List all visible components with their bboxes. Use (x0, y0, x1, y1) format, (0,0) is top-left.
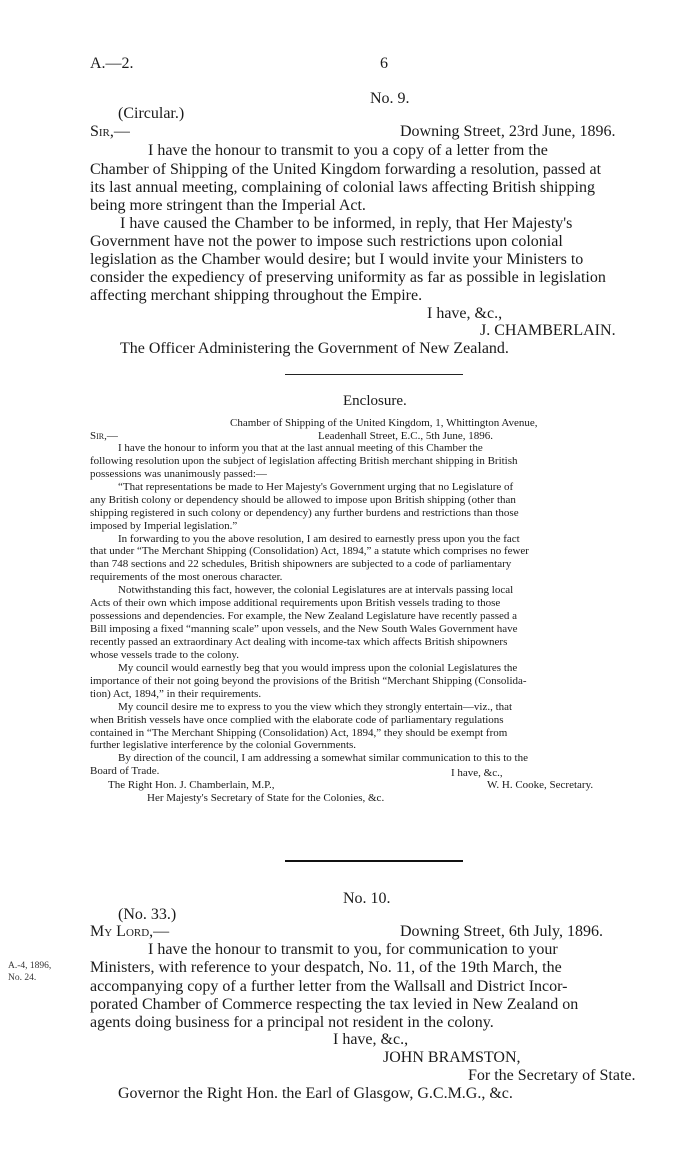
no10-salutation: My Lord,— (90, 923, 170, 940)
enclosure-line: Bill imposing a fixed “manning scale” upon vessels, and the New South Wales Government have (90, 623, 518, 635)
enclosure-line: Acts of their own which impose additional requirements upon British vessels trading to those (90, 597, 501, 610)
no9-p1-line2: Chamber of Shipping of the United Kingdom forwarding a resolution, passed at (90, 161, 602, 178)
enclosure-line: shipping registered in such colony or dependency) any further burdens and restrictions than those (90, 506, 519, 519)
enclosure-signature: W. H. Cooke, Secretary. (487, 779, 594, 791)
enclosure-line: when British vessels have once complied with the elaborate code of parliamentary regulations (90, 713, 504, 726)
no9-p1-line1: I have the honour to transmit to you a copy of a letter from the (148, 142, 548, 159)
enclosure-line: any British colony or dependency should be allowed to impose upon British shipping (other than (90, 493, 516, 506)
enclosure-address-line1: Chamber of Shipping of the United Kingdom, 1, Whittington Avenue, (230, 417, 538, 429)
divider-thick (285, 860, 463, 862)
no9-closing: I have, &c., (427, 305, 503, 322)
enclosure-line: In forwarding to you the above resolution, I am desired to earnestly press upon you the fact (118, 532, 520, 545)
enclosure-line: My council desire me to express to you the view which they strongly entertain—viz., that (118, 700, 513, 713)
enclosure-line: that under “The Merchant Shipping (Consolidation) Act, 1894,” a statute which comprises no fewer (90, 545, 529, 558)
no9-signature: J. CHAMBERLAIN. (480, 322, 616, 339)
no9-p2-line5: affecting merchant shipping throughout the Empire. (90, 287, 423, 304)
enclosure-line: My council would earnestly beg that you would impress upon the colonial Legislatures the (118, 661, 518, 674)
enclosure-line: following resolution upon the subject of legislation affecting British merchant shipping in British (90, 454, 518, 467)
no10-heading: No. 10. (343, 890, 391, 907)
no9-p2-line3: legislation as the Chamber would desire; but I would invite your Ministers to (90, 251, 584, 268)
enclosure-line: possessions was unanimously passed:— (90, 467, 267, 480)
no10-line5: agents doing business for a principal not resident in the colony. (90, 1014, 494, 1031)
no9-p2-line1: I have caused the Chamber to be informed, in reply, that Her Majesty's (120, 215, 573, 232)
no10-addressee: Governor the Right Hon. the Earl of Glasgow, G.C.M.G., &c. (118, 1085, 513, 1102)
enclosure-line: further legislative interference by the colonial Governments. (90, 739, 357, 752)
no10-line4: porated Chamber of Commerce respecting the tax levied in New Zealand on (90, 996, 579, 1013)
enclosure-address-line2: Leadenhall Street, E.C., 5th June, 1896. (318, 430, 494, 442)
enclosure-addressee-line1: The Right Hon. J. Chamberlain, M.P., (108, 779, 275, 791)
enclosure-line: Board of Trade. (90, 765, 160, 778)
margin-note-line2: No. 24. (8, 973, 37, 983)
no9-place-date: Downing Street, 23rd June, 1896. (400, 123, 616, 140)
no9-p2-line4: consider the expediency of preserving uniformity as far as possible in legislation (90, 269, 606, 286)
enclosure-line: than 748 sections and 22 schedules, British shipowners are subjected to a code of parliamentary (90, 558, 512, 571)
enclosure-salutation: Sir,— (90, 430, 118, 442)
enclosure-line: importance of their not going beyond the provisions of the British “Merchant Shipping (Consolida- (90, 674, 527, 687)
enclosure-line: imposed by Imperial legislation.” (90, 519, 238, 532)
no10-signature-title: For the Secretary of State. (468, 1067, 636, 1084)
no10-line2: Ministers, with reference to your despatch, No. 11, of the 19th March, the (90, 959, 562, 976)
enclosure-line: contained in “The Merchant Shipping (Consolidation) Act, 1894,” they should be exempt from (90, 726, 508, 739)
enclosure-line: I have the honour to inform you that at the last annual meeting of this Chamber the (118, 442, 483, 454)
enclosure-line: By direction of the council, I am addressing a somewhat similar communication to this to the (118, 752, 528, 765)
enclosure-heading: Enclosure. (343, 393, 407, 409)
no9-addressee: The Officer Administering the Government of New Zealand. (120, 340, 509, 357)
page-number: 6 (380, 55, 388, 72)
no9-circular: (Circular.) (118, 105, 185, 122)
no10-place-date: Downing Street, 6th July, 1896. (400, 923, 603, 940)
document-ref: A.—2. (90, 55, 134, 72)
enclosure-line: possessions and dependencies. For example, the New Zealand Legislature have recently passed a (90, 610, 518, 623)
enclosure-line: recently passed an extraordinary Act dealing with income-tax which affects British shipowners (90, 636, 508, 648)
enclosure-line: whose vessels trade to the colony. (90, 648, 239, 661)
enclosure-line: Notwithstanding this fact, however, the colonial Legislatures are at intervals passing local (118, 584, 514, 597)
enclosure-closing: I have, &c., (451, 767, 503, 779)
enclosure-line: “That representations be made to Her Majesty's Government urging that no Legislature of (118, 480, 514, 493)
no9-p2-line2: Government have not the power to impose such restrictions upon colonial (90, 233, 563, 250)
no9-heading: No. 9. (370, 90, 410, 107)
no9-p1-line3: its last annual meeting, complaining of colonial laws affecting British shipping (90, 179, 595, 196)
enclosure-addressee-line2: Her Majesty's Secretary of State for the Colonies, &c. (147, 792, 385, 804)
enclosure-line: tion) Act, 1894,” in their requirements. (90, 687, 262, 700)
no10-line3: accompanying copy of a further letter from the Wallsall and District Incor- (90, 978, 568, 995)
divider (285, 374, 463, 375)
no10-signature: JOHN BRAMSTON, (383, 1049, 521, 1066)
no10-line1: I have the honour to transmit to you, for communication to your (148, 941, 558, 958)
no10-ref: (No. 33.) (118, 906, 177, 923)
enclosure-line: requirements of the most onerous character. (90, 571, 283, 584)
no9-salutation: Sir,— (90, 123, 130, 140)
no9-p1-line4: being more stringent than the Imperial Act. (90, 197, 366, 214)
no10-closing: I have, &c., (333, 1031, 409, 1048)
margin-note-line1: A.-4, 1896, (8, 961, 52, 971)
